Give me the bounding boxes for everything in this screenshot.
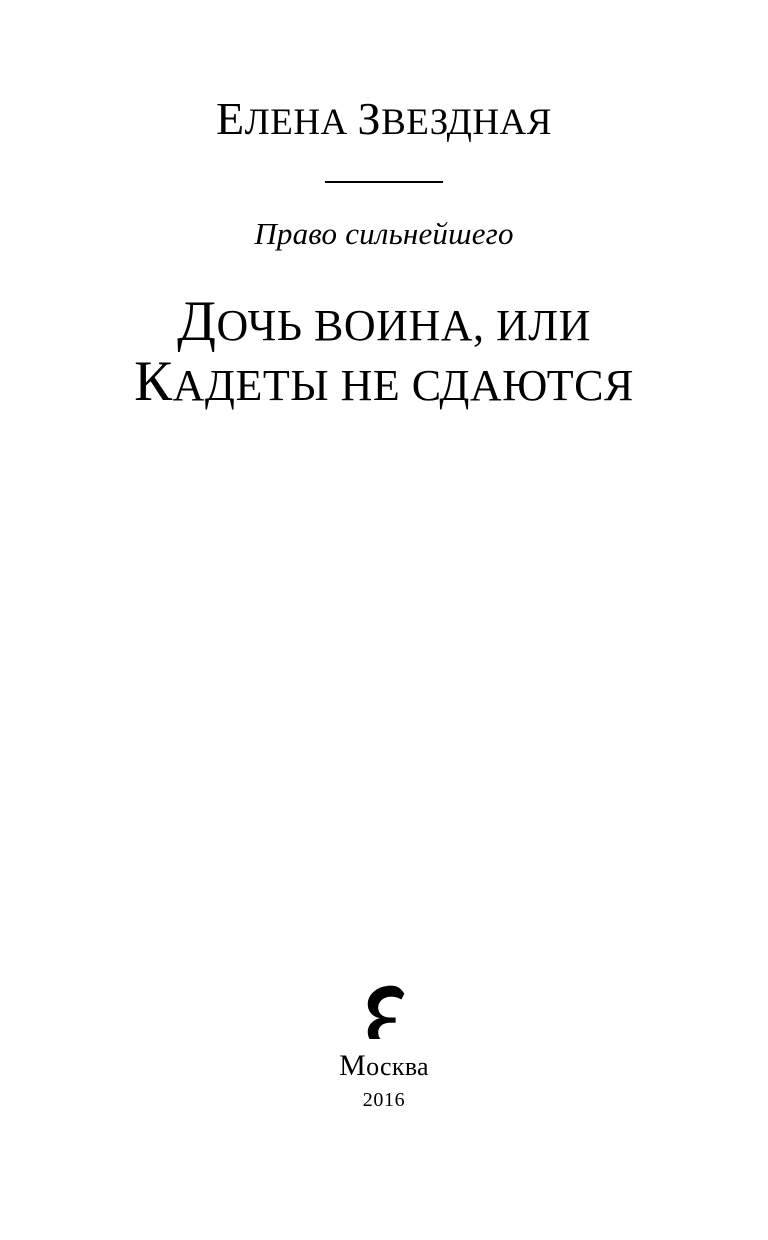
publisher-city-rest: осква (366, 1051, 429, 1081)
eksmo-logo-icon (355, 981, 413, 1039)
book-title-initial-2: К (134, 350, 173, 414)
publication-year: 2016 (362, 1089, 406, 1111)
author-name (0, 95, 768, 143)
publisher-city-initial: М (339, 1048, 367, 1082)
title-block (0, 95, 768, 413)
book-title-initial-1: Д (177, 290, 217, 354)
author-last-name-rest: ВЕЗДНАЯ (381, 102, 552, 143)
publisher-city (0, 1049, 768, 1084)
divider-rule (325, 181, 443, 183)
author-initial-2: З (357, 93, 382, 144)
book-title-line-1-rest: ОЧЬ ВОИНА, ИЛИ (216, 301, 591, 351)
author-first-name-rest: ЛЕНА (244, 102, 358, 143)
book-title-line-2-rest: АДЕТЫ НЕ СДАЮТСЯ (172, 361, 634, 411)
imprint-block (0, 981, 768, 1113)
author-initial-1: Е (216, 93, 245, 144)
book-title (0, 290, 768, 414)
book-title-line-2 (0, 350, 768, 414)
series-name: Право сильнейшего (254, 216, 514, 252)
book-title-line-1 (0, 290, 768, 354)
